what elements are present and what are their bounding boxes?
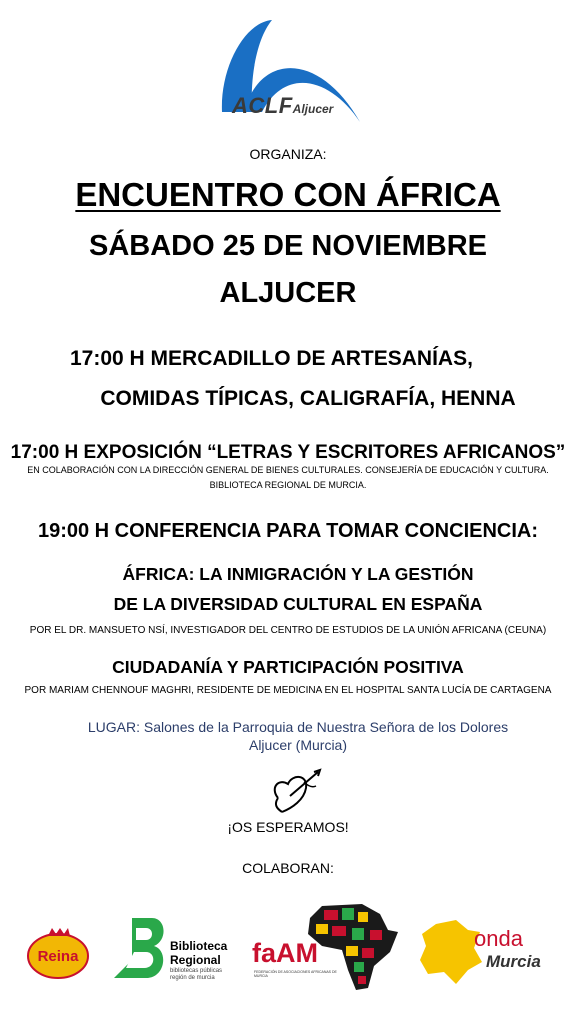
conference-speaker-2: POR MARIAM CHENNOUF MAGHRI, RESIDENTE DE MEDICINA EN EL HOSPITAL SANTA LUCÍA DE CARTAGENA xyxy=(24,685,552,696)
biblioteca-b-icon xyxy=(112,916,168,984)
event-title-text: ENCUENTRO CON ÁFRICA xyxy=(75,176,501,213)
reina-logo xyxy=(26,924,90,980)
faam-logo xyxy=(252,900,402,992)
biblioteca-regional-logo xyxy=(112,916,242,984)
biblioteca-line-2: Regional xyxy=(170,953,221,967)
conference-title: 19:00 H CONFERENCIA PARA TOMAR CONCIENCIA: xyxy=(37,520,539,542)
onda-logo-text: onda xyxy=(474,926,523,951)
biblioteca-line-4: región de murcia xyxy=(170,975,215,981)
conference-topic-2: CIUDADANÍA Y PARTICIPACIÓN POSITIVA xyxy=(112,657,464,677)
event-place: ALJUCER xyxy=(219,277,357,309)
logo-main: ACLF xyxy=(232,93,293,118)
venue-line-2: Aljucer (Murcia) xyxy=(248,737,347,753)
biblioteca-line-1: Biblioteca xyxy=(170,939,228,953)
aclf-logo-text xyxy=(232,93,333,119)
conference-speaker-1: POR EL DR. MANSUETO NSÍ, INVESTIGADOR DEL CENTRO DE ESTUDIOS DE LA UNIÓN AFRICANA (CEUNA) xyxy=(29,625,547,636)
faam-logo-subtitle: FEDERACIÓN DE ASOCIACIONES AFRICANAS DE MURCIA xyxy=(254,970,337,978)
event-date: SÁBADO 25 DE NOVIEMBRE xyxy=(88,230,487,262)
heart-sketch-icon xyxy=(268,766,328,816)
exposition-title: 17:00 H EXPOSICIÓN “LETRAS Y ESCRITORES AFRICANOS” xyxy=(10,442,566,463)
onda-murcia-logo xyxy=(416,918,566,986)
reina-logo-text: Reina xyxy=(37,948,79,965)
market-line-1: 17:00 H MERCADILLO DE ARTESANÍAS, xyxy=(70,347,473,370)
faam-logo-text: faAM xyxy=(252,938,318,968)
event-title xyxy=(0,176,576,214)
exposition-note-2: BIBLIOTECA REGIONAL DE MURCIA. xyxy=(209,480,367,490)
market-line-2: COMIDAS TÍPICAS, CALIGRAFÍA, HENNA xyxy=(100,387,516,410)
onda-logo-subtext: Murcia xyxy=(486,952,541,971)
organiza-label: ORGANIZA: xyxy=(249,146,327,162)
biblioteca-line-3: bibliotecas públicas xyxy=(170,968,223,974)
conference-topic-1-line-1: ÁFRICA: LA INMIGRACIÓN Y LA GESTIÓN xyxy=(122,564,474,584)
closing-message: ¡OS ESPERAMOS! xyxy=(227,819,349,835)
logo-sub: Aljucer xyxy=(292,102,334,116)
collaborators-label: COLABORAN: xyxy=(242,860,334,876)
conference-topic-1-line-2: DE LA DIVERSIDAD CULTURAL EN ESPAÑA xyxy=(113,594,483,614)
venue-line-1: LUGAR: Salones de la Parroquia de Nuestra Señora de los Dolores xyxy=(87,719,509,735)
exposition-note-1: EN COLABORACIÓN CON LA DIRECCIÓN GENERAL DE BIENES CULTURALES. CONSEJERÍA DE EDUCACIÓN Y CULTURA. xyxy=(27,465,549,475)
